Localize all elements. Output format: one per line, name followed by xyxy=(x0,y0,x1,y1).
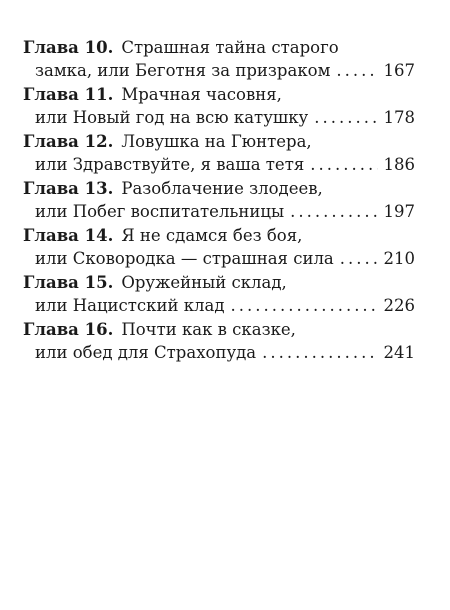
chapter-word: Глава xyxy=(23,226,79,245)
chapter-title-second-line: или обед для Страхопуда xyxy=(35,343,257,362)
toc-entry-title-line xyxy=(23,130,415,153)
chapter-word: Глава xyxy=(23,38,79,57)
dot-leader xyxy=(290,200,377,223)
chapter-word: Глава xyxy=(23,320,79,339)
chapter-title-second-line: или Здравствуйте, я ваша тетя xyxy=(35,155,305,174)
toc-entry-title-line xyxy=(23,224,415,247)
toc-entry-subtitle-line xyxy=(35,294,415,317)
toc-entry-chapter-11 xyxy=(23,83,415,130)
toc-entry-chapter-14 xyxy=(23,224,415,271)
chapter-label xyxy=(23,226,113,245)
chapter-title-first-line: Ловушка на Гюнтера, xyxy=(121,132,312,151)
chapter-title-first-line: Я не сдамся без боя, xyxy=(121,226,303,245)
dot-leader xyxy=(310,153,377,176)
chapter-label xyxy=(23,179,113,198)
toc-entry-chapter-10 xyxy=(23,36,415,83)
toc-entry-title-line xyxy=(23,177,415,200)
toc-entry-subtitle-line xyxy=(35,341,415,364)
chapter-title-second-line: замка, или Беготня за призраком xyxy=(35,61,331,80)
toc-entry-subtitle-line xyxy=(35,106,415,129)
chapter-title-second-line: или Нацистский клад xyxy=(35,296,225,315)
chapter-number: 13. xyxy=(84,179,114,198)
chapter-label xyxy=(23,132,113,151)
toc-entry-title-line xyxy=(23,83,415,106)
dot-leader xyxy=(314,106,377,129)
chapter-label xyxy=(23,320,113,339)
dot-leader xyxy=(262,341,377,364)
toc-entry-chapter-15 xyxy=(23,271,415,318)
chapter-title-first-line: Разоблачение злодеев, xyxy=(121,179,323,198)
toc-entry-title-line xyxy=(23,271,415,294)
chapter-number: 11. xyxy=(84,85,114,104)
page-number: 197 xyxy=(383,202,415,221)
table-of-contents xyxy=(23,36,415,365)
chapter-word: Глава xyxy=(23,273,79,292)
chapter-title-first-line: Мрачная часовня, xyxy=(121,85,282,104)
chapter-title-first-line: Оружейный склад, xyxy=(121,273,287,292)
page-number: 178 xyxy=(383,108,415,127)
chapter-word: Глава xyxy=(23,179,79,198)
toc-entry-title-line xyxy=(23,318,415,341)
chapter-label xyxy=(23,273,113,292)
chapter-title-second-line: или Новый год на всю катушку xyxy=(35,108,309,127)
toc-entry-title-line xyxy=(23,36,415,59)
chapter-number: 14. xyxy=(84,226,114,245)
toc-entry-subtitle-line xyxy=(35,200,415,223)
toc-entry-subtitle-line xyxy=(35,247,415,270)
chapter-number: 15. xyxy=(84,273,114,292)
toc-entry-chapter-16 xyxy=(23,318,415,365)
chapter-title-second-line: или Сковородка — страшная сила xyxy=(35,249,334,268)
page-number: 167 xyxy=(383,61,415,80)
toc-entry-chapter-13 xyxy=(23,177,415,224)
chapter-number: 16. xyxy=(84,320,114,339)
chapter-word: Глава xyxy=(23,85,79,104)
chapter-label xyxy=(23,38,113,57)
toc-entry-chapter-12 xyxy=(23,130,415,177)
dot-leader xyxy=(231,294,378,317)
page-number: 186 xyxy=(383,155,415,174)
dot-leader xyxy=(340,247,378,270)
chapter-number: 10. xyxy=(84,38,114,57)
toc-entry-subtitle-line xyxy=(35,153,415,176)
toc-entry-subtitle-line xyxy=(35,59,415,82)
chapter-title-second-line: или Побег воспитательницы xyxy=(35,202,285,221)
chapter-label xyxy=(23,85,113,104)
chapter-title-first-line: Страшная тайна старого xyxy=(121,38,339,57)
dot-leader xyxy=(336,59,377,82)
chapter-word: Глава xyxy=(23,132,79,151)
chapter-number: 12. xyxy=(84,132,114,151)
page-number: 226 xyxy=(383,296,415,315)
page-number: 210 xyxy=(383,249,415,268)
page-number: 241 xyxy=(383,343,415,362)
chapter-title-first-line: Почти как в сказке, xyxy=(121,320,296,339)
